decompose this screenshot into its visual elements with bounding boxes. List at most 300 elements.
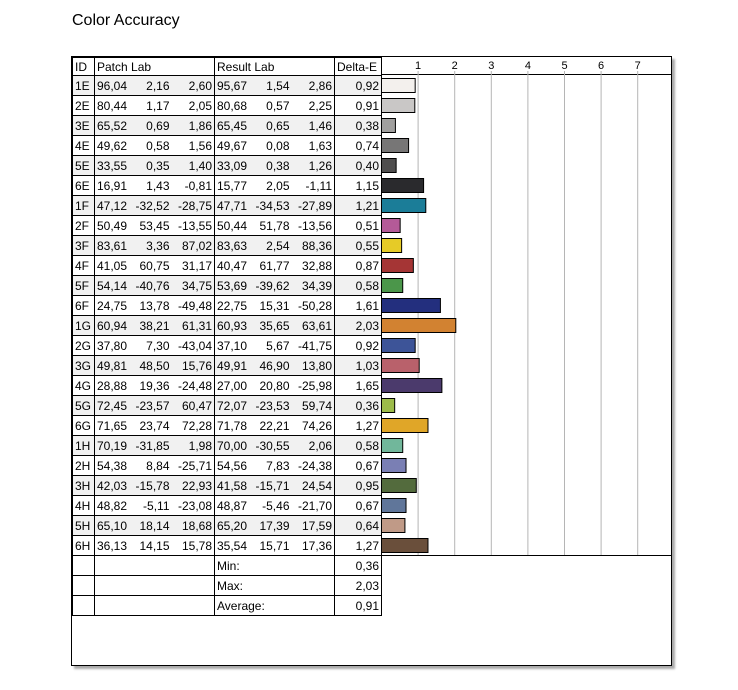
tick-label: 7 <box>634 60 641 72</box>
patch-id-cell: 1E <box>73 76 95 96</box>
b-value: -41,75 <box>297 338 332 353</box>
patch-lab-cell <box>95 96 215 116</box>
b-value: 13,80 <box>301 358 332 373</box>
table-row <box>73 76 382 96</box>
b-value: 24,54 <box>301 478 332 493</box>
result-lab-values <box>217 99 332 113</box>
patch-lab-cell <box>95 396 215 416</box>
patch-id-cell: 6E <box>73 176 95 196</box>
b-value: 63,61 <box>301 318 332 333</box>
delta-e-cell: 0,87 <box>335 256 382 276</box>
patch-lab-values <box>97 159 212 173</box>
table-row <box>73 236 382 256</box>
result-lab-cell <box>215 176 335 196</box>
page-title: Color Accuracy <box>72 12 180 29</box>
b-value: -43,04 <box>177 338 212 353</box>
a-value: 60,75 <box>139 258 170 273</box>
patch-lab-cell <box>95 336 215 356</box>
l-value: 50,44 <box>217 218 248 233</box>
l-value: 47,71 <box>217 198 248 213</box>
patch-lab-values <box>97 179 212 193</box>
delta-e-cell: 1,15 <box>335 176 382 196</box>
result-lab-cell <box>215 136 335 156</box>
delta-e-cell: 0,58 <box>335 276 382 296</box>
a-value: 15,71 <box>259 538 290 553</box>
l-value: 80,44 <box>97 98 128 113</box>
b-value: 1,86 <box>188 118 212 133</box>
summary-row-max <box>73 576 382 596</box>
l-value: 33,55 <box>97 158 128 173</box>
table-row <box>73 356 382 376</box>
patch-lab-cell <box>95 176 215 196</box>
table-row <box>73 276 382 296</box>
result-lab-values <box>217 379 332 393</box>
a-value: 2,05 <box>266 178 290 193</box>
b-value: -24,48 <box>177 378 212 393</box>
l-value: 36,13 <box>97 538 128 553</box>
l-value: 16,91 <box>97 178 128 193</box>
result-lab-values <box>217 299 332 313</box>
a-value: 1,54 <box>266 78 290 93</box>
a-value: 7,30 <box>146 338 170 353</box>
a-value: 7,83 <box>266 458 290 473</box>
delta-e-cell: 0,67 <box>335 456 382 476</box>
b-value: -13,56 <box>297 218 332 233</box>
result-lab-cell <box>215 476 335 496</box>
l-value: 35,54 <box>217 538 248 553</box>
a-value: 17,39 <box>259 518 290 533</box>
a-value: -5,11 <box>143 498 170 513</box>
a-value: -34,53 <box>255 198 290 213</box>
patch-id-cell: 2F <box>73 216 95 236</box>
patch-lab-values <box>97 519 212 533</box>
b-value: 17,36 <box>301 538 332 553</box>
result-lab-values <box>217 119 332 133</box>
delta-e-cell: 0,36 <box>335 396 382 416</box>
delta-e-cell: 1,03 <box>335 356 382 376</box>
delta-e-bar <box>382 199 426 213</box>
b-value: 1,46 <box>308 118 332 133</box>
delta-e-cell: 1,61 <box>335 296 382 316</box>
table-row <box>73 216 382 236</box>
patch-lab-cell <box>95 256 215 276</box>
tick-label: 2 <box>451 60 458 72</box>
patch-id-cell: 3G <box>73 356 95 376</box>
patch-id-cell: 4G <box>73 376 95 396</box>
patch-lab-cell <box>95 476 215 496</box>
delta-e-cell: 1,27 <box>335 536 382 556</box>
table-row <box>73 336 382 356</box>
a-value: 13,78 <box>139 298 170 313</box>
table-row <box>73 116 382 136</box>
result-lab-values <box>217 479 332 493</box>
b-value: 34,75 <box>181 278 212 293</box>
delta-e-bar <box>382 479 417 493</box>
tick-label: 3 <box>488 60 495 72</box>
table-row <box>73 196 382 216</box>
result-lab-cell <box>215 436 335 456</box>
l-value: 70,19 <box>97 438 128 453</box>
a-value: 0,35 <box>146 158 170 173</box>
patch-id-cell: 4E <box>73 136 95 156</box>
delta-e-bar <box>382 519 405 533</box>
l-value: 83,61 <box>97 238 128 253</box>
result-lab-cell <box>215 156 335 176</box>
patch-lab-cell <box>95 116 215 136</box>
result-lab-values <box>217 259 332 273</box>
l-value: 49,91 <box>217 358 248 373</box>
b-value: 60,47 <box>181 398 212 413</box>
min-value: 0,36 <box>335 556 382 576</box>
table-row <box>73 436 382 456</box>
header-delta-e: Delta-E <box>335 58 382 76</box>
patch-id-cell: 6H <box>73 536 95 556</box>
result-lab-cell <box>215 256 335 276</box>
l-value: 65,45 <box>217 118 248 133</box>
delta-e-bar <box>382 299 441 313</box>
summary-row-min <box>73 556 382 576</box>
patch-id-cell: 2E <box>73 96 95 116</box>
b-value: 72,28 <box>181 418 212 433</box>
l-value: 53,69 <box>217 278 248 293</box>
result-lab-values <box>217 419 332 433</box>
b-value: 2,05 <box>188 98 212 113</box>
a-value: 15,31 <box>259 298 290 313</box>
max-value: 2,03 <box>335 576 382 596</box>
patch-id-cell: 3H <box>73 476 95 496</box>
delta-e-cell: 0,55 <box>335 236 382 256</box>
l-value: 48,82 <box>97 498 128 513</box>
b-value: -23,08 <box>177 498 212 513</box>
a-value: 51,78 <box>259 218 290 233</box>
patch-lab-values <box>97 199 212 213</box>
b-value: -27,89 <box>297 198 332 213</box>
tick-label: 4 <box>524 60 531 72</box>
result-lab-cell <box>215 76 335 96</box>
l-value: 60,93 <box>217 318 248 333</box>
result-lab-values <box>217 499 332 513</box>
patch-lab-cell <box>95 456 215 476</box>
a-value: 5,67 <box>266 338 290 353</box>
table-row <box>73 316 382 336</box>
l-value: 54,56 <box>217 458 248 473</box>
delta-e-bar <box>382 339 416 353</box>
empty-cell <box>95 596 215 616</box>
patch-lab-values <box>97 539 212 553</box>
a-value: 2,16 <box>146 78 170 93</box>
l-value: 72,45 <box>97 398 128 413</box>
tick-label: 1 <box>415 60 422 72</box>
a-value: 18,14 <box>139 518 170 533</box>
empty-cell <box>73 556 95 576</box>
l-value: 49,67 <box>217 138 248 153</box>
patch-lab-values <box>97 119 212 133</box>
l-value: 65,10 <box>97 518 128 533</box>
patch-lab-cell <box>95 376 215 396</box>
l-value: 40,47 <box>217 258 248 273</box>
delta-e-cell: 0,64 <box>335 516 382 536</box>
l-value: 42,03 <box>97 478 128 493</box>
a-value: -30,55 <box>255 438 290 453</box>
l-value: 41,58 <box>217 478 248 493</box>
a-value: 20,80 <box>259 378 290 393</box>
delta-e-bar <box>382 259 414 273</box>
b-value: 1,63 <box>308 138 332 153</box>
l-value: 47,12 <box>97 198 128 213</box>
result-lab-cell <box>215 116 335 136</box>
patch-lab-values <box>97 299 212 313</box>
patch-lab-values <box>97 399 212 413</box>
header-result-lab: Result Lab <box>215 58 335 76</box>
delta-e-cell: 1,65 <box>335 376 382 396</box>
l-value: 80,68 <box>217 98 248 113</box>
a-value: 0,08 <box>266 138 290 153</box>
delta-e-cell: 0,95 <box>335 476 382 496</box>
patch-id-cell: 5F <box>73 276 95 296</box>
b-value: -13,55 <box>177 218 212 233</box>
patch-id-cell: 3F <box>73 236 95 256</box>
patch-lab-values <box>97 359 212 373</box>
l-value: 48,87 <box>217 498 248 513</box>
patch-lab-values <box>97 99 212 113</box>
table-row <box>73 536 382 556</box>
a-value: -39,62 <box>255 278 290 293</box>
b-value: 1,56 <box>188 138 212 153</box>
patch-lab-values <box>97 259 212 273</box>
patch-lab-values <box>97 139 212 153</box>
a-value: 61,77 <box>259 258 290 273</box>
result-lab-cell <box>215 516 335 536</box>
l-value: 27,00 <box>217 378 248 393</box>
delta-e-bar-chart <box>381 57 671 665</box>
patch-id-cell: 6G <box>73 416 95 436</box>
table-row <box>73 496 382 516</box>
patch-id-cell: 4F <box>73 256 95 276</box>
result-lab-cell <box>215 456 335 476</box>
patch-lab-cell <box>95 216 215 236</box>
b-value: 1,40 <box>188 158 212 173</box>
patch-lab-values <box>97 479 212 493</box>
l-value: 28,88 <box>97 378 128 393</box>
patch-id-cell: 5G <box>73 396 95 416</box>
l-value: 50,49 <box>97 218 128 233</box>
table-row <box>73 136 382 156</box>
patch-lab-cell <box>95 76 215 96</box>
l-value: 41,05 <box>97 258 128 273</box>
table-row <box>73 476 382 496</box>
delta-e-cell: 1,21 <box>335 196 382 216</box>
patch-lab-cell <box>95 416 215 436</box>
average-label: Average: <box>215 596 335 616</box>
patch-id-cell: 2G <box>73 336 95 356</box>
patch-lab-cell <box>95 316 215 336</box>
patch-id-cell: 4H <box>73 496 95 516</box>
table-row <box>73 256 382 276</box>
a-value: 22,21 <box>259 418 290 433</box>
a-value: 3,36 <box>146 238 170 253</box>
b-value: -28,75 <box>177 198 212 213</box>
b-value: -49,48 <box>177 298 212 313</box>
result-lab-cell <box>215 336 335 356</box>
result-lab-cell <box>215 396 335 416</box>
l-value: 54,38 <box>97 458 128 473</box>
header-id: ID <box>73 58 95 76</box>
a-value: 0,65 <box>266 118 290 133</box>
a-value: 1,43 <box>146 178 170 193</box>
tick-label: 5 <box>561 60 568 72</box>
b-value: 2,06 <box>308 438 332 453</box>
l-value: 37,10 <box>217 338 248 353</box>
delta-e-cell: 0,92 <box>335 336 382 356</box>
patch-lab-values <box>97 219 212 233</box>
summary-row-average <box>73 596 382 616</box>
result-lab-values <box>217 439 332 453</box>
delta-e-bar <box>382 539 428 553</box>
patch-lab-values <box>97 339 212 353</box>
table-row <box>73 416 382 436</box>
average-value: 0,91 <box>335 596 382 616</box>
result-lab-values <box>217 539 332 553</box>
delta-e-bar <box>382 99 415 113</box>
l-value: 95,67 <box>217 78 248 93</box>
b-value: -50,28 <box>297 298 332 313</box>
header-patch-lab: Patch Lab <box>95 58 215 76</box>
b-value: -25,98 <box>297 378 332 393</box>
delta-e-cell: 0,74 <box>335 136 382 156</box>
a-value: 14,15 <box>139 538 170 553</box>
delta-e-cell: 0,67 <box>335 496 382 516</box>
delta-e-bar <box>382 219 401 233</box>
a-value: -15,71 <box>255 478 290 493</box>
patch-lab-values <box>97 499 212 513</box>
l-value: 70,00 <box>217 438 248 453</box>
result-lab-cell <box>215 196 335 216</box>
table-row <box>73 376 382 396</box>
a-value: -15,78 <box>135 478 170 493</box>
a-value: -40,76 <box>135 278 170 293</box>
delta-e-cell: 0,92 <box>335 76 382 96</box>
l-value: 65,52 <box>97 118 128 133</box>
patch-id-cell: 1F <box>73 196 95 216</box>
table-row <box>73 156 382 176</box>
color-accuracy-panel <box>71 56 672 666</box>
a-value: 19,36 <box>139 378 170 393</box>
delta-e-bar <box>382 319 456 333</box>
result-lab-cell <box>215 276 335 296</box>
result-lab-values <box>217 179 332 193</box>
empty-cell <box>73 596 95 616</box>
delta-e-bar <box>382 459 407 473</box>
patch-lab-values <box>97 439 212 453</box>
result-lab-cell <box>215 296 335 316</box>
delta-e-table <box>72 57 382 616</box>
b-value: 2,25 <box>308 98 332 113</box>
b-value: -21,70 <box>297 498 332 513</box>
l-value: 49,62 <box>97 138 128 153</box>
delta-e-bar <box>382 179 424 193</box>
delta-e-cell: 0,58 <box>335 436 382 456</box>
b-value: 2,60 <box>188 78 212 93</box>
delta-e-cell: 2,03 <box>335 316 382 336</box>
b-value: 1,26 <box>308 158 332 173</box>
l-value: 83,63 <box>217 238 248 253</box>
b-value: -25,71 <box>177 458 212 473</box>
patch-lab-values <box>97 379 212 393</box>
delta-e-cell: 0,51 <box>335 216 382 236</box>
table-row <box>73 96 382 116</box>
a-value: 0,69 <box>146 118 170 133</box>
result-lab-cell <box>215 216 335 236</box>
delta-e-cell: 1,27 <box>335 416 382 436</box>
result-lab-cell <box>215 536 335 556</box>
table-row <box>73 456 382 476</box>
a-value: -23,57 <box>135 398 170 413</box>
patch-lab-cell <box>95 236 215 256</box>
a-value: -32,52 <box>135 198 170 213</box>
a-value: 53,45 <box>139 218 170 233</box>
result-lab-values <box>217 79 332 93</box>
table-row <box>73 396 382 416</box>
b-value: 32,88 <box>301 258 332 273</box>
b-value: 22,93 <box>181 478 212 493</box>
b-value: 61,31 <box>181 318 212 333</box>
l-value: 24,75 <box>97 298 128 313</box>
a-value: 0,57 <box>266 98 290 113</box>
patch-lab-cell <box>95 156 215 176</box>
delta-e-bar <box>382 499 407 513</box>
max-label: Max: <box>215 576 335 596</box>
a-value: 2,54 <box>266 238 290 253</box>
b-value: 15,76 <box>181 358 212 373</box>
result-lab-cell <box>215 316 335 336</box>
patch-lab-cell <box>95 436 215 456</box>
patch-lab-cell <box>95 356 215 376</box>
l-value: 60,94 <box>97 318 128 333</box>
delta-e-cell: 0,38 <box>335 116 382 136</box>
patch-lab-values <box>97 239 212 253</box>
result-lab-values <box>217 399 332 413</box>
min-label: Min: <box>215 556 335 576</box>
a-value: 38,21 <box>139 318 170 333</box>
a-value: 23,74 <box>139 418 170 433</box>
result-lab-cell <box>215 376 335 396</box>
patch-lab-cell <box>95 276 215 296</box>
a-value: 48,50 <box>139 358 170 373</box>
table-header-row <box>73 58 382 76</box>
result-lab-values <box>217 339 332 353</box>
b-value: 59,74 <box>301 398 332 413</box>
patch-lab-values <box>97 279 212 293</box>
result-lab-values <box>217 139 332 153</box>
l-value: 54,14 <box>97 278 128 293</box>
l-value: 72,07 <box>217 398 248 413</box>
a-value: -31,85 <box>135 438 170 453</box>
l-value: 65,20 <box>217 518 248 533</box>
result-lab-values <box>217 239 332 253</box>
delta-e-cell: 0,40 <box>335 156 382 176</box>
patch-lab-values <box>97 459 212 473</box>
b-value: 15,78 <box>181 538 212 553</box>
table-row <box>73 516 382 536</box>
b-value: 17,59 <box>301 518 332 533</box>
empty-cell <box>73 576 95 596</box>
result-lab-cell <box>215 236 335 256</box>
patch-id-cell: 6F <box>73 296 95 316</box>
result-lab-values <box>217 219 332 233</box>
patch-lab-values <box>97 79 212 93</box>
tick-label: 6 <box>598 60 605 72</box>
delta-e-bar <box>382 419 428 433</box>
